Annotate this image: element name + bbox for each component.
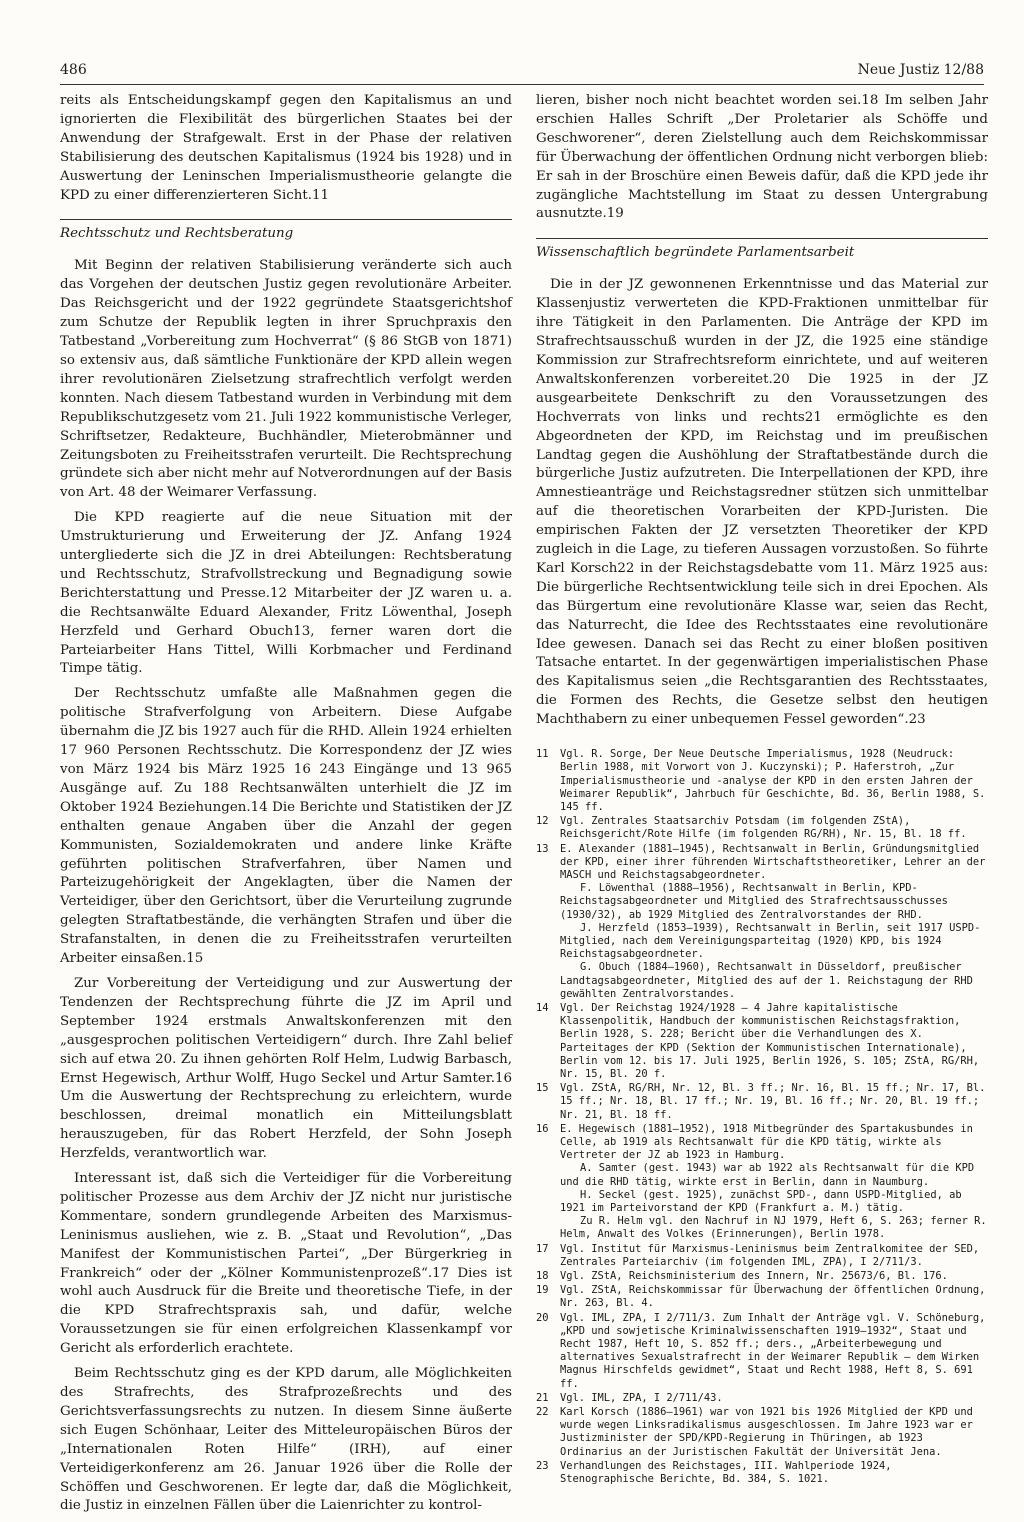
footnote — [536, 748, 988, 814]
footnote-number: 12 — [536, 815, 549, 828]
footnote-text — [560, 815, 988, 841]
footnote-number: 15 — [536, 1082, 549, 1095]
footnote-line: Vgl. Zentrales Staatsarchiv Potsdam (im folgenden ZStA), Reichsgericht/Rote Hilfe (im folgenden RG/RH), Nr. 15, Bl. 18 ff. — [560, 815, 967, 841]
footnote-text — [560, 1460, 988, 1486]
footnote-text — [560, 1284, 988, 1310]
footnote-line: G. Obuch (1884–1960), Rechtsanwalt in Düsseldorf, preußischer Landtagsabgeordneter, Mitglied des auf der 1. Reichstagung der RHD gewählten Zentralvorstandes. — [560, 961, 973, 1000]
footnote-number: 18 — [536, 1270, 549, 1283]
footnote — [536, 1406, 988, 1459]
footnote — [536, 1002, 988, 1081]
footnote-line: Vgl. IML, ZPA, I 2/711/43. — [560, 1391, 723, 1404]
footnote — [536, 1270, 988, 1283]
footnote-number: 21 — [536, 1391, 549, 1404]
page-number: 486 — [60, 62, 87, 78]
footnote-number: 23 — [536, 1459, 549, 1472]
footnote-text — [560, 1002, 988, 1081]
footnote-line: Vgl. ZStA, Reichskommissar für Überwachung der öffentlichen Ordnung, Nr. 263, Bl. 4. — [560, 1284, 986, 1310]
body-paragraph: Interessant ist, daß sich die Verteidiger für die Vorbereitung politischer Prozesse aus dem Archiv der JZ nicht nur juristische Kommentare, sondern grundlegende Arbeiten des Marxismus-Leninismus ausliehen, wie z. B. „Staat und Revolution“, „Das Manifest der Kommunistischen Partei“, „Der Bürgerkrieg in Frankreich“ oder der „Kölner Kommunistenprozeß“.17 Dies ist wohl auch Ausdruck für die Breite und theoretische Tiefe, in der die KPD Strafrechtspraxis sah, und dafür, welche Voraussetzungen sie für einen erfolgreichen Klassenkampf vor Gericht als erforderlich erachtete. — [60, 1171, 512, 1357]
footnote-line: Verhandlungen des Reichstages, III. Wahlperiode 1924, Stenographische Berichte, Bd. 384, S. 1021. — [560, 1459, 892, 1486]
footnote-line: Vgl. Institut für Marxismus-Leninismus beim Zentralkomitee der SED, Zentrales Parteiarchiv (im folgenden IML, ZPA), I 2/711/3. — [560, 1242, 980, 1268]
footnote-line: Karl Korsch (1886–1961) war von 1921 bis 1926 Mitglied der KPD und wurde wegen Linksradikalismus ausgeschlossen. Im Jahre 1923 war er Justizminister der SPD/KPD-Regierung in Thüringen, ab 1923 Ordinarius an der Juristischen Fakultät der Universität Jena. — [560, 1406, 973, 1458]
footnote-line: A. Samter (gest. 1943) war ab 1922 als Rechtsanwalt für die KPD und die RHD tätig, wirkte erst in Berlin, dann in Naumburg. — [560, 1162, 975, 1188]
footnote-number: 22 — [536, 1406, 549, 1419]
footnote-line: E. Alexander (1881–1945), Rechtsanwalt in Berlin, Gründungsmitglied der KPD, einer ihrer führenden Wirtschaftstheoretiker, Lehrer an der MASCH und Reichstagsabgeordneter. — [560, 842, 986, 881]
footnote-line: Vgl. Der Reichstag 1924/1928 – 4 Jahre kapitalistische Klassenpolitik, Handbuch der kommunistischen Reichstagsfraktion, Berlin 1928, S. 228; Bericht über die Verhandlungen des X. Parteitages der KPD (Sektion der Kommunistischen Internationale), Berlin vom 12. bis 17. Juli 1925, Berlin 1926, S. 105; ZStA, RG/RH, Nr. 15, Bl. 20 f. — [560, 1001, 980, 1080]
footnote-text — [560, 1312, 988, 1391]
body-paragraph: Die KPD reagierte auf die neue Situation mit der Umstrukturierung und Erweiterung der JZ. Anfang 1924 untergliederte sich die JZ in drei Abteilungen: Rechtsberatung und Rechtsschutz, Strafvollstreckung und Begnadigung sowie Berichterstattung und Presse.12 Mitarbeiter der JZ waren u. a. die Rechtsanwälte Eduard Alexander, Fritz Löwenthal, Joseph Herzfeld und Gerhard Obuch13, ferner waren dort die Parteiarbeiter Hans Tittel, Willi Korbmacher und Ferdinand Timpe tätig. — [60, 510, 512, 677]
footnote — [536, 1312, 988, 1391]
footnote — [536, 1082, 988, 1122]
footnote-line: Vgl. R. Sorge, Der Neue Deutsche Imperialismus, 1928 (Neudruck: Berlin 1988, mit Vorwort von J. Kuczynski); P. Haferstroh, „Zur Imperialismustheorie und -analyse der KPD in den ersten Jahren der Weimarer Republik“, Jahrbuch für Geschichte, Bd. 36, Berlin 1988, S. 145 ff. — [560, 748, 986, 813]
section-heading-parlamentsarbeit: Wissenschaftlich begründete Parlamentsarbeit — [536, 238, 988, 260]
footnote-number: 17 — [536, 1242, 549, 1255]
footnote — [536, 1284, 988, 1310]
footnote — [536, 843, 988, 1001]
footnote — [536, 1123, 988, 1242]
page-header — [60, 62, 984, 85]
footnote-text — [560, 1392, 988, 1405]
footnote-line: Vgl. ZStA, Reichsministerium des Innern, Nr. 25673/6, Bl. 176. — [560, 1270, 948, 1283]
footnote-text — [560, 1243, 988, 1269]
footnote-line: F. Löwenthal (1888–1956), Rechtsanwalt in Berlin, KPD-Reichstagsabgeordneter und Mitglied des Strafrechtsausschusses (1930/32), ab 1929 Mitglied des Zentralvorstandes der RHD. — [560, 882, 948, 921]
footnote-line: Vgl. IML, ZPA, I 2/711/3. Zum Inhalt der Anträge vgl. V. Schöneburg, „KPD und sowjetische Kriminalwissenschaften 1919–1932“, Staat und Recht 1987, Heft 10, S. 852 ff.; ders., „Arbeiterbewegung und alternatives Sexualstrafrecht in der Weimarer Republik – dem Wirken Magnus Hirschfelds gewidmet“, Staat und Recht 1988, Heft 8, S. 691 ff. — [560, 1311, 986, 1390]
footnote-number: 16 — [536, 1122, 549, 1135]
left-column — [60, 92, 512, 1522]
footnote-line: J. Herzfeld (1853–1939), Rechtsanwalt in Berlin, seit 1917 USPD-Mitglied, nach dem Vereinigungsparteitag (1920) KPD, bis 1924 Reichstagsabgeordneter. — [560, 921, 981, 961]
footnote-number: 20 — [536, 1311, 549, 1324]
footnote-number: 19 — [536, 1284, 549, 1297]
body-paragraph: Mit Beginn der relativen Stabilisierung veränderte sich auch das Vorgehen der deutschen Justiz gegen revolutionäre Arbeiter. Das Reichsgericht und der 1922 gegründete Staatsgerichtshof zum Schutze der Republik legten in ihrer Spruchpraxis den Tatbestand „Vorbereitung zum Hochverrat“ (§ 86 StGB von 1871) so extensiv aus, daß sämtliche Funktionäre der KPD allein wegen ihrer revolutionären Zielsetzung strafrechtlich verfolgt werden konnten. Nach diesem Tatbestand wurden in Verbindung mit dem Republikschutzgesetz vom 21. Juli 1922 kommunistische Verleger, Schriftsetzer, Redakteure, Buchhändler, Mieterobmänner und Zeitungsboten zu Freiheitsstrafen verurteilt. Die Rechtsprechung gründete sich aber nicht mehr auf Notverordnungen auf der Basis von Art. 48 der Weimarer Verfassung. — [60, 258, 512, 501]
footnote-line: Vgl. ZStA, RG/RH, Nr. 12, Bl. 3 ff.; Nr. 16, Bl. 15 ff.; Nr. 17, Bl. 15 ff.; Nr. 18, Bl. 17 ff.; Nr. 19, Bl. 16 ff.; Nr. 20, Bl. 19 ff.; Nr. 21, Bl. 18 ff. — [560, 1082, 986, 1121]
footnote — [536, 815, 988, 841]
left-intro-paragraph: reits als Entscheidungskampf gegen den Kapitalismus an und ignorierten die Flexibilität des bürgerlichen Staates bei der Anwendung der Strafgewalt. Erst in der Phase der relativen Stabilisierung des deutschen Kapitalismus (1924 bis 1928) und in Auswertung der Leninschen Imperialismustheorie gelangte die KPD zu einer differenzierteren Sicht.11 — [60, 93, 512, 203]
footnote-text — [560, 1406, 988, 1459]
body-paragraph: Die in der JZ gewonnenen Erkenntnisse und das Material zur Klassenjustiz verwerteten die KPD-Fraktionen unmittelbar für ihre Tätigkeit in den Parlamenten. Die Anträge der KPD im Strafrechtsausschuß wurden in der JZ, die 1925 eine ständige Kommission zur Strafrechtsreform einrichtete, und auf weiteren Anwaltskonferenzen vorbereitet.20 Die 1925 in der JZ ausgearbeitete Denkschrift zu den Voraussetzungen des Hochverrats von links und rechts21 ermöglichte es den Abgeordneten der KPD, im Reichstag und im preußischen Landtag gegen die Aushöhlung der Straftatbestände durch die bürgerliche Justiz aufzutreten. Die Interpellationen der KPD, ihre Amnestieanträge und Reichstagsredner stützen sich unmittelbar auf die theoretischen Vorarbeiten der KPD-Juristen. Die empirischen Fakten der JZ versetzten Theoretiker der KPD zugleich in die Lage, zu tieferen Aussagen vorzustoßen. So führte Karl Korsch22 in der Reichstagsdebatte vom 11. März 1925 aus: Die bürgerliche Rechtsentwicklung teile sich in drei Epochen. Als das Bürgertum eine revolutionäre Klasse war, seien das Recht, das Naturrecht, die Idee des Rechtsstaates eine revolutionäre Idee gewesen. Danach sei das Recht zu einer bloßen positiven Tatsache entartet. In der gegenwärtigen imperialistischen Phase des Kapitalismus seien „die Rechtsgarantien des Rechtsstaates, die Formen des Rechts, die Gesetze selbst den heutigen Machthabern zu einer unbequemen Fessel geworden“.23 — [536, 277, 988, 728]
footnote-text — [560, 748, 988, 814]
footnote-text — [560, 843, 988, 1001]
section-heading-rechtsschutz: Rechtsschutz und Rechtsberatung — [60, 219, 512, 241]
body-paragraph: Zur Vorbereitung der Verteidigung und zur Auswertung der Tendenzen der Rechtsprechung führte die JZ im April und September 1924 erstmals Anwaltskonferenzen mit den „ausgesprochen politischen Verteidigern“ durch. Ihre Zahl belief sich auf etwa 20. Zu ihnen gehörten Rolf Helm, Ludwig Barbasch, Ernst Hegewisch, Arthur Wolff, Hugo Seckel und Artur Samter.16 Um die Auswertung der Rechtsprechung zu erleichtern, wurde beschlossen, dreimal monatlich ein Mitteilungsblatt herauszugeben, für das Robert Herzfeld, der Sohn Joseph Herzfelds, verantwortlich war. — [60, 975, 512, 1162]
footnote-line: E. Hegewisch (1881–1952), 1918 Mitbegründer des Spartakusbundes in Celle, ab 1919 als Rechtsanwalt für die KPD tätig, wirkte als Vertreter der JZ ab 1923 in Hamburg. — [560, 1122, 973, 1162]
footnote-line: Zu R. Helm vgl. den Nachruf in NJ 1979, Heft 6, S. 263; ferner R. Helm, Anwalt des Volkes (Erinnerungen), Berlin 1978. — [560, 1215, 987, 1241]
footnote — [536, 1243, 988, 1269]
footnote-number: 14 — [536, 1001, 549, 1014]
footnote — [536, 1460, 988, 1486]
footnote-number: 13 — [536, 842, 549, 855]
footnote-text — [560, 1270, 988, 1283]
right-intro-paragraph: lieren, bisher noch nicht beachtet worden sei.18 Im selben Jahr erschien Halles Schrift „Der Proletarier als Schöffe und Geschworener“, deren Zielstellung auch dem Reichskommissar für Überwachung der öffentlichen Ordnung nicht verborgen blieb: Er sah in der Broschüre einen Beweis dafür, daß die KPD jede ihr zugängliche Machtstellung im Staat zu dessen Untergrabung ausnutzte.19 — [536, 93, 988, 222]
body-paragraph: Beim Rechtsschutz ging es der KPD darum, alle Möglichkeiten des Strafrechts, des Strafprozeßrechts und des Gerichtsverfassungsrechts zu nutzen. In diesem Sinne äußerte sich Eugen Schönhaar, Leiter des Mitteleuropäischen Büros der „Internationalen Roten Hilfe“ (IRH), auf einer Verteidigerkonferenz am 26. Januar 1926 über die Rolle der Schöffen und Geschworenen. Er legte dar, daß die Möglichkeit, die Justiz in einzelnen Fällen über die Laienrichter zu kontrol- — [60, 1366, 512, 1514]
footnote — [536, 1392, 988, 1405]
journal-issue: Neue Justiz 12/88 — [857, 62, 984, 78]
footnote-text — [560, 1082, 988, 1122]
body-paragraph: Der Rechtsschutz umfaßte alle Maßnahmen gegen die politische Strafverfolgung von Arbeitern. Diese Aufgabe übernahm die JZ bis 1927 auch für die RHD. Allein 1924 erhielten 17 960 Personen Rechtsschutz. Die Korrespondenz der JZ wies von März 1924 bis März 1925 16 243 Eingänge und 13 965 Ausgänge auf. Zu 188 Rechtsanwälten unterhielt die JZ im Oktober 1924 Beziehungen.14 Die Berichte und Statistiken der JZ enthalten genaue Angaben über die Anzahl der gegen Kommunisten, Sozialdemokraten und andere linke Kräfte geführten politischen Strafverfahren, über Namen und Parteizugehörigkeit der Angeklagten, über die Namen der Verteidiger, über den Gerichtsort, über die Verurteilung zugrunde gelegten Straftatbestände, die verhängten Strafen und über die Strafanstalten, in denen die zu Freiheitsstrafen verurteilten Arbeiter einsaßen.15 — [60, 686, 512, 967]
footnotes — [536, 748, 988, 1486]
footnote-number: 11 — [536, 748, 549, 761]
right-column — [536, 92, 988, 1487]
footnote-line: H. Seckel (gest. 1925), zunächst SPD-, dann USPD-Mitglied, ab 1921 im Parteivorstand der KPD (Frankfurt a. M.) tätig. — [560, 1188, 962, 1214]
footnote-text — [560, 1123, 988, 1242]
